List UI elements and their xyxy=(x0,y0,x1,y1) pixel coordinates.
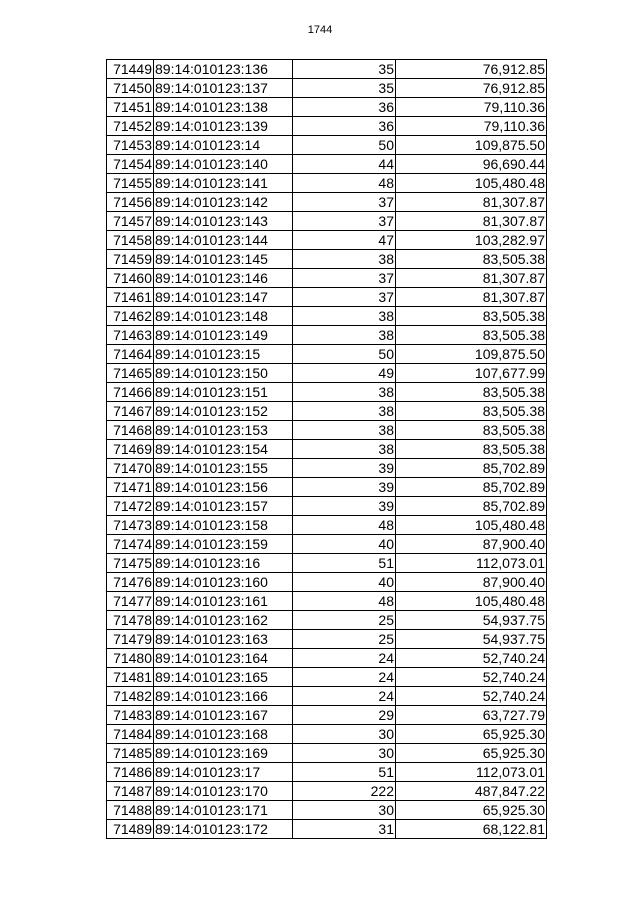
area-cell: 38 xyxy=(293,402,396,421)
cadastral-value-cell: 112,073.01 xyxy=(396,554,547,573)
cadastral-value-cell: 105,480.48 xyxy=(396,174,547,193)
cadastral-number-cell: 89:14:010123:139 xyxy=(154,117,293,136)
table-row xyxy=(107,307,547,326)
row-number-cell: 71449 xyxy=(107,60,154,79)
table-row xyxy=(107,478,547,497)
row-number-cell: 71473 xyxy=(107,516,154,535)
cadastral-number-cell: 89:14:010123:14 xyxy=(154,136,293,155)
area-cell: 31 xyxy=(293,820,396,839)
row-number-cell: 71456 xyxy=(107,193,154,212)
table-row xyxy=(107,383,547,402)
cadastral-number-cell: 89:14:010123:146 xyxy=(154,269,293,288)
row-number-cell: 71466 xyxy=(107,383,154,402)
row-number-cell: 71478 xyxy=(107,611,154,630)
cadastral-value-cell: 83,505.38 xyxy=(396,326,547,345)
cadastral-value-cell: 79,110.36 xyxy=(396,98,547,117)
cadastral-value-cell: 87,900.40 xyxy=(396,535,547,554)
cadastral-number-cell: 89:14:010123:168 xyxy=(154,725,293,744)
area-cell: 24 xyxy=(293,687,396,706)
cadastral-value-cell: 52,740.24 xyxy=(396,687,547,706)
area-cell: 37 xyxy=(293,288,396,307)
table-row xyxy=(107,174,547,193)
table-row xyxy=(107,155,547,174)
table-row xyxy=(107,459,547,478)
cadastral-number-cell: 89:14:010123:152 xyxy=(154,402,293,421)
row-number-cell: 71480 xyxy=(107,649,154,668)
area-cell: 38 xyxy=(293,383,396,402)
area-cell: 24 xyxy=(293,668,396,687)
cadastral-number-cell: 89:14:010123:160 xyxy=(154,573,293,592)
cadastral-number-cell: 89:14:010123:145 xyxy=(154,250,293,269)
table-row xyxy=(107,98,547,117)
area-cell: 35 xyxy=(293,79,396,98)
table-row xyxy=(107,516,547,535)
table-row xyxy=(107,440,547,459)
cadastral-value-cell: 83,505.38 xyxy=(396,402,547,421)
cadastral-value-cell: 68,122.81 xyxy=(396,820,547,839)
area-cell: 30 xyxy=(293,801,396,820)
cadastral-value-cell: 54,937.75 xyxy=(396,611,547,630)
area-cell: 38 xyxy=(293,421,396,440)
area-cell: 25 xyxy=(293,630,396,649)
page-number: 1744 xyxy=(307,24,333,36)
row-number-cell: 71471 xyxy=(107,478,154,497)
table-row xyxy=(107,402,547,421)
row-number-cell: 71461 xyxy=(107,288,154,307)
area-cell: 37 xyxy=(293,212,396,231)
cadastral-value-cell: 63,727.79 xyxy=(396,706,547,725)
table-row xyxy=(107,649,547,668)
cadastral-number-cell: 89:14:010123:138 xyxy=(154,98,293,117)
area-cell: 40 xyxy=(293,535,396,554)
table-row xyxy=(107,554,547,573)
table-row xyxy=(107,212,547,231)
row-number-cell: 71474 xyxy=(107,535,154,554)
table-row xyxy=(107,193,547,212)
cadastral-number-cell: 89:14:010123:163 xyxy=(154,630,293,649)
area-cell: 37 xyxy=(293,193,396,212)
cadastral-number-cell: 89:14:010123:162 xyxy=(154,611,293,630)
cadastral-value-cell: 85,702.89 xyxy=(396,478,547,497)
row-number-cell: 71484 xyxy=(107,725,154,744)
row-number-cell: 71483 xyxy=(107,706,154,725)
table-row xyxy=(107,117,547,136)
cadastral-value-cell: 105,480.48 xyxy=(396,516,547,535)
table-row xyxy=(107,250,547,269)
area-cell: 40 xyxy=(293,573,396,592)
area-cell: 48 xyxy=(293,592,396,611)
area-cell: 35 xyxy=(293,60,396,79)
row-number-cell: 71481 xyxy=(107,668,154,687)
area-cell: 38 xyxy=(293,307,396,326)
row-number-cell: 71488 xyxy=(107,801,154,820)
cadastral-value-cell: 85,702.89 xyxy=(396,459,547,478)
cadastral-number-cell: 89:14:010123:16 xyxy=(154,554,293,573)
cadastral-value-cell: 487,847.22 xyxy=(396,782,547,801)
row-number-cell: 71482 xyxy=(107,687,154,706)
table-row xyxy=(107,592,547,611)
table-row xyxy=(107,345,547,364)
area-cell: 51 xyxy=(293,763,396,782)
table-row xyxy=(107,668,547,687)
cadastral-value-cell: 81,307.87 xyxy=(396,269,547,288)
row-number-cell: 71462 xyxy=(107,307,154,326)
table-row xyxy=(107,630,547,649)
cadastral-value-cell: 83,505.38 xyxy=(396,421,547,440)
cadastral-number-cell: 89:14:010123:144 xyxy=(154,231,293,250)
cadastral-number-cell: 89:14:010123:165 xyxy=(154,668,293,687)
cadastral-number-cell: 89:14:010123:151 xyxy=(154,383,293,402)
table-row xyxy=(107,231,547,250)
area-cell: 222 xyxy=(293,782,396,801)
row-number-cell: 71454 xyxy=(107,155,154,174)
cadastral-value-cell: 79,110.36 xyxy=(396,117,547,136)
table-row xyxy=(107,573,547,592)
cadastral-value-cell: 107,677.99 xyxy=(396,364,547,383)
cadastral-value-cell: 65,925.30 xyxy=(396,801,547,820)
area-cell: 44 xyxy=(293,155,396,174)
cadastral-value-cell: 96,690.44 xyxy=(396,155,547,174)
cadastral-value-cell: 83,505.38 xyxy=(396,250,547,269)
row-number-cell: 71452 xyxy=(107,117,154,136)
cadastral-value-cell: 83,505.38 xyxy=(396,307,547,326)
cadastral-number-cell: 89:14:010123:157 xyxy=(154,497,293,516)
row-number-cell: 71475 xyxy=(107,554,154,573)
table-row xyxy=(107,497,547,516)
area-cell: 30 xyxy=(293,744,396,763)
cadastral-value-cell: 109,875.50 xyxy=(396,345,547,364)
table-row xyxy=(107,269,547,288)
area-cell: 48 xyxy=(293,174,396,193)
cadastral-number-cell: 89:14:010123:158 xyxy=(154,516,293,535)
table-row xyxy=(107,326,547,345)
area-cell: 50 xyxy=(293,136,396,155)
table-row xyxy=(107,820,547,839)
cadastral-number-cell: 89:14:010123:15 xyxy=(154,345,293,364)
area-cell: 24 xyxy=(293,649,396,668)
cadastral-number-cell: 89:14:010123:149 xyxy=(154,326,293,345)
cadastral-value-cell: 65,925.30 xyxy=(396,725,547,744)
table-row xyxy=(107,611,547,630)
table-row xyxy=(107,706,547,725)
row-number-cell: 71476 xyxy=(107,573,154,592)
row-number-cell: 71479 xyxy=(107,630,154,649)
cadastral-value-cell: 103,282.97 xyxy=(396,231,547,250)
cadastral-value-cell: 76,912.85 xyxy=(396,79,547,98)
table-row xyxy=(107,60,547,79)
cadastral-value-cell: 112,073.01 xyxy=(396,763,547,782)
row-number-cell: 71459 xyxy=(107,250,154,269)
cadastral-number-cell: 89:14:010123:171 xyxy=(154,801,293,820)
area-cell: 29 xyxy=(293,706,396,725)
row-number-cell: 71464 xyxy=(107,345,154,364)
row-number-cell: 71472 xyxy=(107,497,154,516)
table-row xyxy=(107,288,547,307)
cadastral-value-cell: 81,307.87 xyxy=(396,193,547,212)
cadastral-value-cell: 65,925.30 xyxy=(396,744,547,763)
cadastral-number-cell: 89:14:010123:164 xyxy=(154,649,293,668)
row-number-cell: 71467 xyxy=(107,402,154,421)
row-number-cell: 71450 xyxy=(107,79,154,98)
row-number-cell: 71489 xyxy=(107,820,154,839)
cadastral-value-table xyxy=(106,59,547,839)
cadastral-number-cell: 89:14:010123:141 xyxy=(154,174,293,193)
row-number-cell: 71468 xyxy=(107,421,154,440)
cadastral-number-cell: 89:14:010123:17 xyxy=(154,763,293,782)
cadastral-number-cell: 89:14:010123:140 xyxy=(154,155,293,174)
area-cell: 36 xyxy=(293,98,396,117)
area-cell: 51 xyxy=(293,554,396,573)
cadastral-value-cell: 52,740.24 xyxy=(396,668,547,687)
table-row xyxy=(107,687,547,706)
area-cell: 39 xyxy=(293,497,396,516)
cadastral-value-cell: 81,307.87 xyxy=(396,212,547,231)
table-row xyxy=(107,725,547,744)
cadastral-number-cell: 89:14:010123:136 xyxy=(154,60,293,79)
cadastral-number-cell: 89:14:010123:154 xyxy=(154,440,293,459)
area-cell: 25 xyxy=(293,611,396,630)
cadastral-value-cell: 109,875.50 xyxy=(396,136,547,155)
row-number-cell: 71485 xyxy=(107,744,154,763)
table-row xyxy=(107,744,547,763)
cadastral-number-cell: 89:14:010123:170 xyxy=(154,782,293,801)
row-number-cell: 71465 xyxy=(107,364,154,383)
cadastral-value-cell: 87,900.40 xyxy=(396,573,547,592)
area-cell: 47 xyxy=(293,231,396,250)
row-number-cell: 71460 xyxy=(107,269,154,288)
table-row xyxy=(107,136,547,155)
row-number-cell: 71457 xyxy=(107,212,154,231)
cadastral-number-cell: 89:14:010123:167 xyxy=(154,706,293,725)
cadastral-value-cell: 83,505.38 xyxy=(396,383,547,402)
table-row xyxy=(107,535,547,554)
cadastral-number-cell: 89:14:010123:166 xyxy=(154,687,293,706)
table-row xyxy=(107,782,547,801)
row-number-cell: 71477 xyxy=(107,592,154,611)
area-cell: 36 xyxy=(293,117,396,136)
cadastral-number-cell: 89:14:010123:172 xyxy=(154,820,293,839)
row-number-cell: 71458 xyxy=(107,231,154,250)
cadastral-value-cell: 52,740.24 xyxy=(396,649,547,668)
cadastral-number-cell: 89:14:010123:161 xyxy=(154,592,293,611)
row-number-cell: 71469 xyxy=(107,440,154,459)
cadastral-value-cell: 85,702.89 xyxy=(396,497,547,516)
area-cell: 37 xyxy=(293,269,396,288)
cadastral-number-cell: 89:14:010123:137 xyxy=(154,79,293,98)
cadastral-number-cell: 89:14:010123:147 xyxy=(154,288,293,307)
cadastral-value-cell: 54,937.75 xyxy=(396,630,547,649)
area-cell: 39 xyxy=(293,459,396,478)
cadastral-number-cell: 89:14:010123:156 xyxy=(154,478,293,497)
cadastral-number-cell: 89:14:010123:143 xyxy=(154,212,293,231)
cadastral-number-cell: 89:14:010123:153 xyxy=(154,421,293,440)
table-row xyxy=(107,763,547,782)
cadastral-value-cell: 81,307.87 xyxy=(396,288,547,307)
table-body xyxy=(107,60,547,839)
cadastral-number-cell: 89:14:010123:150 xyxy=(154,364,293,383)
cadastral-value-cell: 76,912.85 xyxy=(396,60,547,79)
area-cell: 50 xyxy=(293,345,396,364)
area-cell: 39 xyxy=(293,478,396,497)
cadastral-number-cell: 89:14:010123:169 xyxy=(154,744,293,763)
area-cell: 38 xyxy=(293,326,396,345)
cadastral-number-cell: 89:14:010123:142 xyxy=(154,193,293,212)
table-row xyxy=(107,801,547,820)
table-row xyxy=(107,79,547,98)
table-row xyxy=(107,421,547,440)
cadastral-number-cell: 89:14:010123:159 xyxy=(154,535,293,554)
cadastral-number-cell: 89:14:010123:148 xyxy=(154,307,293,326)
row-number-cell: 71486 xyxy=(107,763,154,782)
table-row xyxy=(107,364,547,383)
area-cell: 30 xyxy=(293,725,396,744)
area-cell: 38 xyxy=(293,250,396,269)
row-number-cell: 71453 xyxy=(107,136,154,155)
row-number-cell: 71487 xyxy=(107,782,154,801)
area-cell: 38 xyxy=(293,440,396,459)
row-number-cell: 71463 xyxy=(107,326,154,345)
area-cell: 49 xyxy=(293,364,396,383)
cadastral-value-cell: 83,505.38 xyxy=(396,440,547,459)
cadastral-number-cell: 89:14:010123:155 xyxy=(154,459,293,478)
row-number-cell: 71451 xyxy=(107,98,154,117)
row-number-cell: 71455 xyxy=(107,174,154,193)
row-number-cell: 71470 xyxy=(107,459,154,478)
cadastral-value-cell: 105,480.48 xyxy=(396,592,547,611)
area-cell: 48 xyxy=(293,516,396,535)
